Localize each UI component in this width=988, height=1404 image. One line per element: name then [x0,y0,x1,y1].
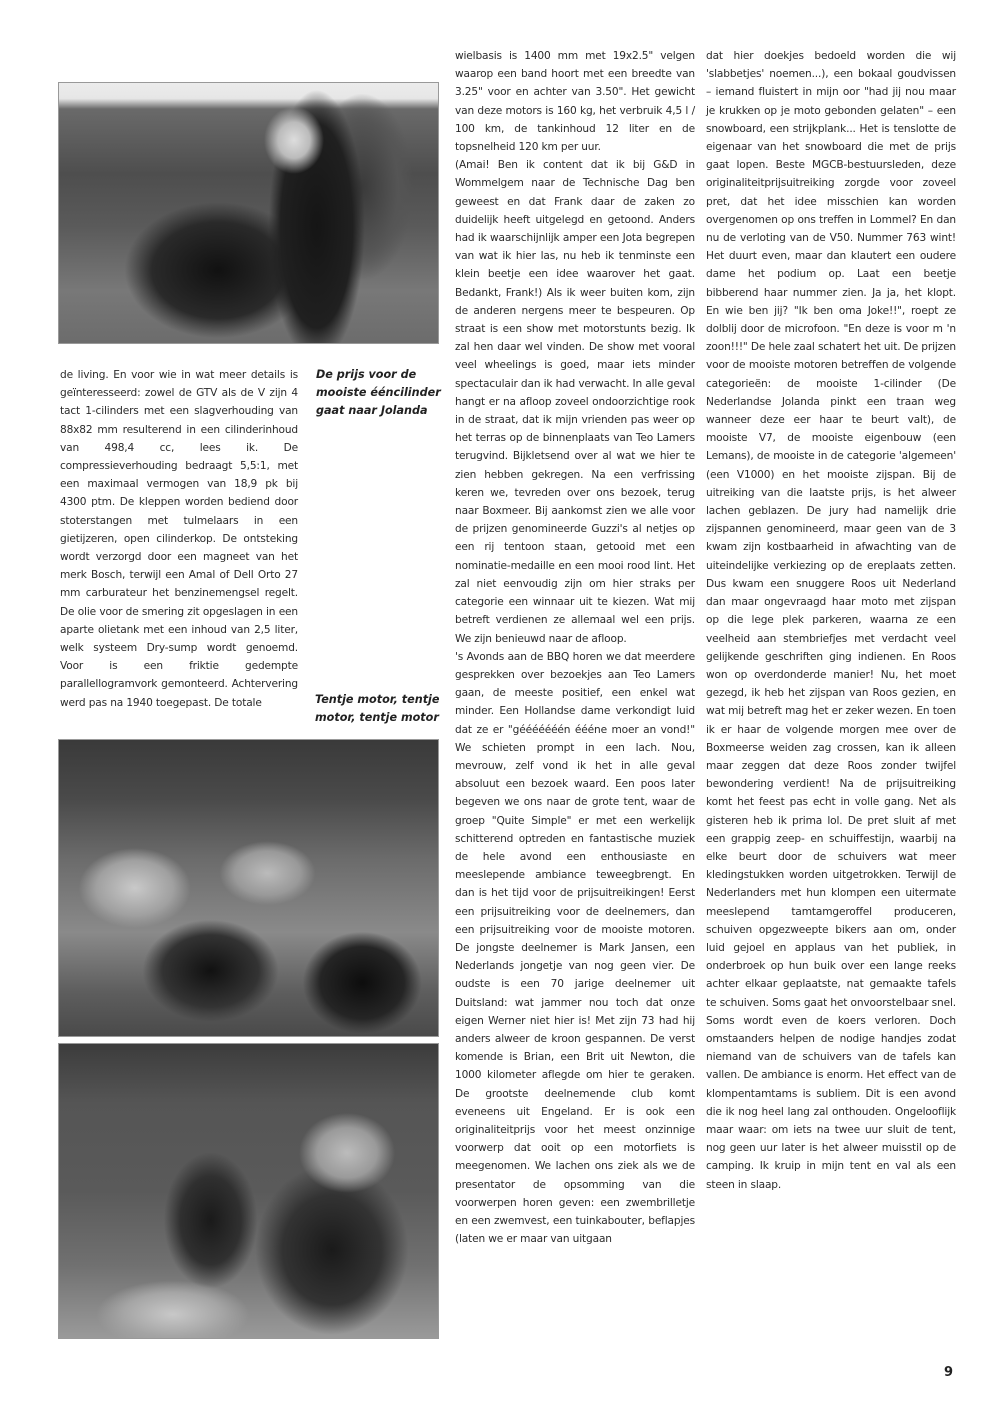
page-number: 9 [944,1365,954,1380]
article-column-4 [706,47,956,1194]
photo-caption-jolanda: De prijs voor de mooiste ééncilinder gaat naar Jolanda [316,368,441,417]
campsite-motorcycles-photo [58,739,439,1037]
column-3-paragraph: (Amai! Ben ik content dat ik bij G&D in Wommelgem naar de Technische Dag ben geweest en dat Frank daar de zaken zo duidelijk heeft uitgelegd en getoond. Anders had ik waarschijnlijk amper een Jota begrepen van wat ik hier las, nu heb ik tenminste een klein beetje een idee waarover het gaat. Bedankt, Frank!) Als ik weer buiten kom, zijn de anderen nergens meer te bespeuren. Op straat is een show met motorstunts bezig. Ik zal hen daar wel vinden. De show met vooral veel wheelings is goed, maar iets minder spectaculair dan ik had verwacht. In alle geval hangt er na afloop zoveel ondoorzichtige rook in de straat, dat ik mijn vrienden pas weer op het terras op de binnenplaats van Teo Lamers terugvind. Bijkletsend over al wat we hier te zien hebben gekregen. Na een verfrissing keren we, tevreden over ons bezoek, terug naar Boxmeer. Bij aankomst zien we alle voor de prijzen genomineerde Guzzi's al netjes op een rij tentoon staan, getooid met een nominatie-medaille en een mooi rood lint. Het zal niet eenvoudig zijn om hier straks per categorie een winnaar uit te kiezen. Wat mij betreft verdienen ze allemaal wel een prijs. We zijn benieuwd naar de afloop. [455,159,696,645]
article-column-1 [60,366,298,712]
column-4-text: dat hier doekjes bedoeld worden die wij 'slabbetjes' noemen...), een bokaal goudvissen – iemand fluistert in mijn oor "had jij nou maar je krukken op je moto gebonden gelaten" – een snowboard, een strijkplank... Het is tenslotte de eigenaar van het snowboard die met de prijs gaat lopen. Beste MGCB-bestuursleden, deze originaliteitprijsuitreiking zorgde voor zoveel pret, dat het idee misschien kan worden overgenomen op ons treffen in Lommel? En dan nu de verloting van de V50. Nummer 763 wint! Het duurt even, maar dan klautert een oudere dame het podium op. Laat een beetje bibberend haar nummer zien. Ja ja, het klopt. En wie ben jij? "Ik ben oma Joke!!", roept ze dolblij door de microfoon. "En deze is voor m 'n zoon!!!" De hele zaal schatert het uit. De prijzen voor de mooiste motoren betreffen de volgende categorieën: de mooiste 1-cilinder (De Nederlandse Jolanda pinkt een traan weg wanneer deze eer haar te beurt valt), de mooiste V7, de mooiste eigenbouw (een Lemans), de mooiste in de categorie 'algemeen' (een V1000) en het mooiste zijspan. Bij de uitreiking van die laatste prijs, is het alweer lachen geblazen. De jury had namelijk drie zijspannen genomineerd, maar geen van de 3 kwam zijn kostbaarheid in afwachting van de uiteindelijke verkiezing op de ereplaats zetten. Dus kwam een snuggere Roos uit Nederland dan maar ongevraagd haar moto met zijspan op die lege plek parkeren, waarna ze een veelheid aan stembriefjes met verdacht veel gelijkende geschriften ging indienen. En Roos won op overdonderde manier! Nu, het moet gezegd, ik heb het zijspan van Roos gezien, en wat mij betreft mag het er zeker wezen. En toen ik er haar de volgende morgen mee over de Boxmeerse weiden zag crossen, kan ik alleen maar zeggen dat deze Roos zonder twijfel bewondering verdient! Na de prijsuitreiking komt het feest pas echt in volle gang. Net als gisteren heb ik prima lol. De pret sluit af met een grappig zeep- en schuiffestijn, waarbij na elke beurt door de schuivers wat meer kledingstukken worden uitgetrokken. Terwijl de Nederlanders met hun klompen een uitermate meeslepend tamtamgeroffel produceren, schuiven opgezweepte bikers aan om, onder luid gejoel en applaus van het publiek, in onderbroek op hun buik over een lange reeks achter elkaar geplaatste, nat gemaakte tafels te schuiven. Soms gaat het onvoorstelbaar snel. Soms wordt even de koers verloren. Doch omstaanders helpen de nodige handjes zodat niemand van de schuivers van de tafels kan vallen. De ambiance is enorm. Het effect van de klompentamtams is subliem. Dit is een avond die ik nog heel lang zal onthouden. Ongelooflijk maar waar: om iets na twee uur sluit de tent, nog geen uur later is het alweer muisstil op de camping. Ik kruip in mijn tent en val als een steen in slaap. [706,50,956,1191]
column-1-text: de living. En voor wie in wat meer details is geïnteresseerd: zowel de GTV als de V zijn 4 tact 1-cilinders met een slagverhouding van 88x82 mm resulterend in een cilinderinhoud van 498,4 cc, lees ik. De compressieverhouding bedraagt 5,5:1, met een maximaal vermogen van 18,9 pk bij 4300 ptm. De kleppen worden bediend door stoterstangen met tulmelaars in een gietijzeren, open cilinderkop. De ontsteking wordt verzorgd door een magneet van het merk Bosch, terwijl een Amal of Dell Orto 27 mm carburateur het benzinemengsel regelt. De olie voor de smering zit opgeslagen in een aparte olietank met een inhoud van 2,5 liter, welk systeem Dry-sump wordt genoemd. Voor is een friktie gedempte parallellogramvork gemonteerd. Achtervering werd pas na 1940 toegepast. De totale [60,369,298,709]
column-3-paragraph: 's Avonds aan de BBQ horen we dat meerdere gesprekken over bezoekjes aan Teo Lamers gaan, de meeste positief, een enkel wat minder. Een Hollandse dame verkondigt luid dat ze er "gééééééén éééne moer an vond!" We schieten prompt in een lach. Nou, mevrouw, zelf vond ik het in alle geval absoluut een bezoek waard. Een poos later begeven we ons naar de grote tent, waar de groep "Quite Simple" er met een werkelijk schitterend optreden en fantastische muziek de hele avond een enthousiaste en meeslepende ambiance teweegbrengt. En dan is het tijd voor de prijsuitreikingen! Eerst een prijsuitreiking voor de deelnemers, dan een prijsuitreiking voor de mooiste motoren. De jongste deelnemer is Mark Jansen, een Nederlands jongetje van nog geen vier. De oudste is een 70 jarige deelnemer uit Duitsland: wat jammer nou toch dat onze eigen Werner niet hier is! Met zijn 73 had hij anders alweer de kroon gespannen. De verst komende is Brian, een Brit uit Newton, die 1000 kilometer aflegde om hier te geraken. De grootste deelnemende club komt eveneens uit Engeland. Er is ook een originaliteitprijs voor het meest onzinnige voorwerp dat ooit op een motorfiets is meegenomen. We lachen ons ziek als we de presentator de opsomming van die voorwerpen horen geven: een zwembrilletje en een zwemvest, een tuinkabouter, beflapjes (laten we er maar van uitgaan [455,650,695,1246]
article-column-3 [455,47,695,1248]
column-3-paragraph: wielbasis is 1400 mm met 19x2.5" velgen waarop een band hoort met een breedte van 3.25" voor en achter van 3.50". Het gewicht van deze motors is 160 kg, het verbruik 4,5 l / 100 km, de tankinhoud 12 liter en de topsnelheid 120 km per uur. [455,50,695,154]
motorcycle-woman-photo [58,82,439,344]
picnic-table-people-photo [58,1043,439,1339]
photo-caption-tentje: Tentje motor, tentje motor, tentje motor [315,693,440,724]
